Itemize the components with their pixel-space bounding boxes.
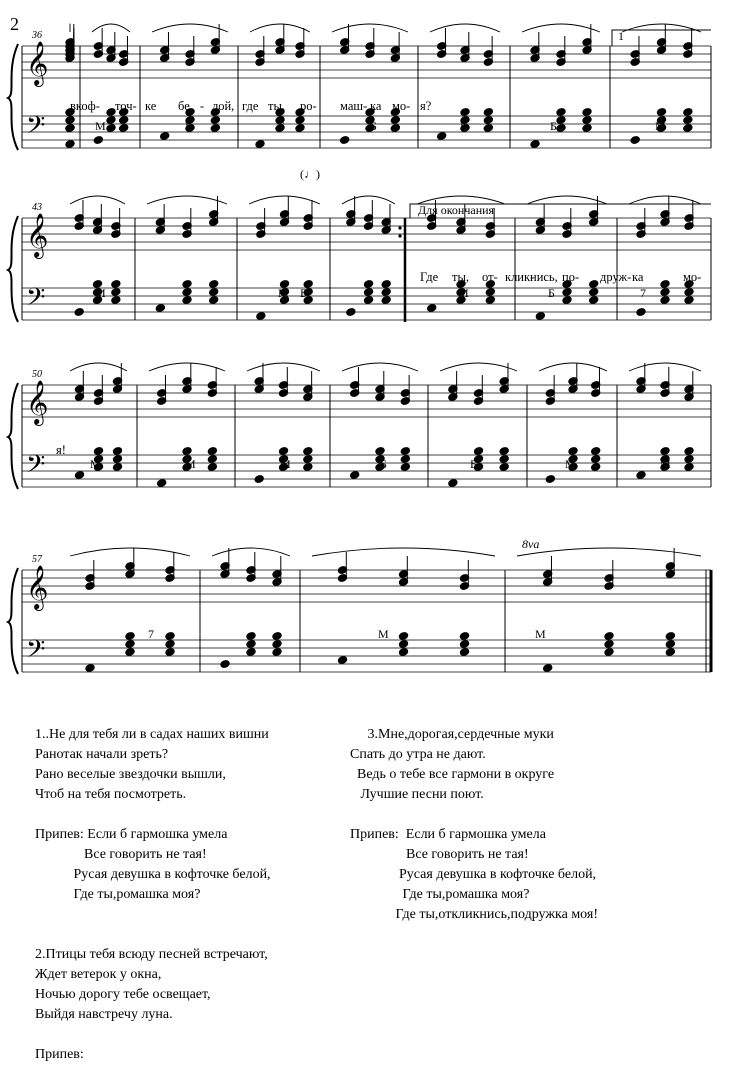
note-head [207,447,217,456]
slur [332,24,408,32]
note-head [350,471,360,480]
chord-symbol: 7 [640,286,646,300]
chord-symbol: М [280,457,291,471]
note-head [303,447,313,456]
note-head [485,296,495,305]
verse-line: 2.Птицы тебя всюду песней встречают, [35,947,268,962]
verse-line: Лучшие песни поют. [350,787,484,802]
note-head [485,288,495,297]
lyric-syllable: я! [56,443,66,457]
note-head [473,447,483,456]
verse-line: 3.Мне,дорогая,сердечные муки [350,727,554,742]
note-head [400,455,410,464]
note-head [272,632,282,641]
lyric-syllable: лой, [212,99,235,113]
note-head [556,108,566,117]
lyric-syllable: ка [370,99,382,113]
slur [70,196,125,204]
treble-clef: 𝄞 [26,565,49,609]
verse-line: Русая девушка в кофточке белой, [350,867,597,882]
chord-symbol: Б [548,286,555,300]
note-head [604,648,614,657]
chord-symbol: М [278,286,289,300]
note-head [582,108,592,117]
note-head [209,288,219,297]
note-head [562,288,572,297]
note-head [684,455,694,464]
music-system [8,24,711,181]
chord-symbol: М [95,119,106,133]
note-head [684,447,694,456]
treble-clef: 𝄞 [26,213,49,257]
note-head [210,116,220,125]
annotation: (♩) [300,167,320,181]
lyric-syllable: я? [420,99,432,113]
verse-line [35,925,271,945]
note-head [437,132,447,141]
note-head [295,116,305,125]
note-head [246,632,256,641]
note-head [74,308,84,317]
slur [92,24,130,32]
note-head [256,312,266,321]
note-head [254,475,264,484]
note-head [85,664,95,673]
note-head [209,296,219,305]
note-head [684,288,694,297]
measure-number: 43 [32,202,42,213]
lyric-syllable: ты, [268,99,285,113]
chord-symbol: Б [550,119,557,133]
verse-line: Где ты,ромашка моя? [35,887,201,902]
verse-line: Припев: Если б гармошка умела [350,827,546,842]
note-head [660,288,670,297]
note-head [112,447,122,456]
verse-line: Русая девушка в кофточке белой, [35,867,271,882]
verse-line: Ждет ветерок у окна, [35,967,162,982]
octave-mark: 8va [522,537,540,551]
note-head [604,640,614,649]
lyric-syllable: ты, [452,270,469,284]
slur [527,196,607,204]
note-head [568,447,578,456]
note-head [499,463,509,472]
note-head [125,648,135,657]
verse-line: Выйдя навстречу луна. [35,1007,173,1022]
note-head [363,296,373,305]
note-head [65,116,75,125]
lyric-syllable: от- [482,270,498,284]
chord-symbol: М [660,457,671,471]
note-head [346,308,356,317]
verse-line: Ночью дорогу тебе освещает, [35,987,211,1002]
note-head [112,455,122,464]
verse-line: Все говорить не тая! [350,847,529,862]
note-head [683,108,693,117]
note-head [93,447,103,456]
note-head [499,447,509,456]
lyric-syllable: - [200,99,205,113]
verse-line: 1..Не для тебя ли в садах наших вишни [35,727,269,742]
note-head [65,124,75,133]
bass-clef: 𝄢 [26,283,46,318]
verse-line: Ведь о тебе все гармони в округе [350,767,555,782]
note-head [530,140,540,149]
slur [629,196,701,204]
music-system [8,363,711,489]
lyric-syllable: клик- [505,270,535,284]
bass-clef: 𝄢 [26,111,46,146]
note-head [303,463,313,472]
note-head [93,136,103,145]
slur [629,363,701,371]
note-head [390,116,400,125]
note-head [209,280,219,289]
note-head [398,640,408,649]
note-head [255,140,265,149]
slur [517,548,701,556]
note-head [582,124,592,133]
verse-line [35,1025,271,1045]
brace [8,568,18,674]
note-head [119,124,129,133]
note-head [157,479,167,488]
note-head [111,296,121,305]
slur [440,363,517,371]
note-head [390,124,400,133]
note-head [562,296,572,305]
note-head [337,656,347,665]
verse-line [35,905,271,925]
lyric-syllable: Где [420,270,439,284]
verse-line: Припев: Если б гармошка умела [35,827,228,842]
chord-symbol: Б [470,457,477,471]
note-head [684,296,694,305]
note-head [119,116,129,125]
chord-symbol: Б [185,119,192,133]
note-head [106,124,116,133]
note-head [246,648,256,657]
lyric-syllable: по- [562,270,580,284]
note-head [74,471,84,480]
verses-left-column [35,725,271,1065]
note-head [363,280,373,289]
slur [342,196,395,204]
verse-line: Ранотак начали зреть? [35,747,169,762]
lyric-syllable: вкоф- [70,99,100,113]
repeat-dot [398,226,401,229]
lyric-syllable: маш- [340,99,368,113]
note-head [604,632,614,641]
ending-label: Для окончания [418,203,495,217]
note-head [112,463,122,472]
slur [250,24,310,32]
note-head [499,455,509,464]
note-head [246,640,256,649]
note-head [165,640,175,649]
note-head [636,471,646,480]
note-head [660,280,670,289]
note-head [459,632,469,641]
note-head [210,124,220,133]
treble-clef: 𝄞 [26,380,49,424]
slur [622,24,701,32]
note-head [398,632,408,641]
note-head [591,463,601,472]
note-head [111,280,121,289]
note-head [684,463,694,472]
verse-line [35,805,271,825]
note-head [165,632,175,641]
note-head [400,463,410,472]
repeat-dot [398,234,401,237]
verse-line: Рано веселые звездочки вышли, [35,767,226,782]
lyric-syllable: бе [178,99,190,113]
note-head [363,288,373,297]
note-head [545,475,555,484]
note-head [182,447,192,456]
note-head [660,296,670,305]
chord-symbol: М [90,457,101,471]
verse-line: Чтоб на тебя посмотреть. [35,787,187,802]
lyric-syllable: точ- [115,99,137,113]
note-head [660,447,670,456]
note-head [65,140,75,149]
note-head [591,447,601,456]
lyric-syllable: нись, [530,270,558,284]
note-head [381,280,391,289]
note-head [106,116,116,125]
note-head [278,447,288,456]
note-head [459,648,469,657]
verse-line: Где ты,ромашка моя? [350,887,530,902]
note-head [381,296,391,305]
chord-symbol: М [535,627,546,641]
chord-symbol: Б [278,119,285,133]
chord-symbol: 7 [148,627,154,641]
volta-number: 1 [618,29,624,43]
note-head [207,455,217,464]
note-head [665,632,675,641]
chord-symbol: 7 [185,286,191,300]
chord-symbol: Б [460,119,467,133]
verses-right-column [350,725,598,925]
note-head [340,136,350,145]
note-head [125,640,135,649]
note-head [556,116,566,125]
note-head [483,108,493,117]
chord-symbol: Б [300,286,307,300]
slur [152,24,228,32]
slur [247,363,320,371]
lyric-syllable: ка [632,270,644,284]
note-head [160,132,170,141]
chord-symbol: М [185,457,196,471]
slur [342,363,418,371]
chord-symbol: М [458,286,469,300]
note-head [303,455,313,464]
slur [212,548,290,556]
note-head [272,640,282,649]
lyric-syllable: ке [145,99,157,113]
note-head [111,288,121,297]
lyric-syllable: ро- [300,99,317,113]
note-head [589,288,599,297]
note-head [591,455,601,464]
note-head [535,312,545,321]
measure-number: 57 [32,554,42,565]
verse-line: Где ты,откликнись,подружка моя! [350,907,599,922]
note-head [427,304,437,313]
chord-symbol: М [655,119,666,133]
chord-symbol: М [565,457,576,471]
note-head [381,288,391,297]
note-head [375,447,385,456]
verse-line: Все говорить не тая! [35,847,207,862]
note-head [582,116,592,125]
note-head [556,124,566,133]
lyric-syllable: где [242,99,259,113]
note-head [636,308,646,317]
slur [147,196,227,204]
slur [539,363,607,371]
note-head [125,632,135,641]
note-head [448,479,458,488]
bass-clef: 𝄢 [26,635,46,670]
verse-line: Спать до утра не дают. [350,747,486,762]
verse-line [350,805,598,825]
note-head [165,648,175,657]
note-head [630,136,640,145]
chord-symbol: Б [370,119,377,133]
slur [149,363,225,371]
treble-clef: 𝄞 [26,41,49,85]
note-head [483,124,493,133]
chord-symbol: Б [380,457,387,471]
slur [70,548,190,556]
brace [8,383,18,489]
note-head [400,447,410,456]
lyric-syllable: мо- [683,270,702,284]
measure-number: 50 [32,369,42,380]
note-head [483,116,493,125]
brace [8,216,18,322]
note-head [295,124,305,133]
chord-symbol: М [95,286,106,300]
note-head [459,640,469,649]
slur [522,24,600,32]
note-head [207,463,217,472]
slur [312,548,495,556]
slur [430,24,500,32]
lyric-syllable: друж- [600,270,632,284]
note-head [589,280,599,289]
note-head [155,304,165,313]
note-head [220,660,230,669]
music-system [8,196,711,322]
note-head [272,648,282,657]
brace [8,44,18,150]
bass-clef: 𝄢 [26,450,46,485]
lyric-syllable: мо- [392,99,411,113]
note-head [683,116,693,125]
note-head [665,640,675,649]
page-number: 2 [10,14,19,34]
note-head [460,108,470,117]
note-head [665,648,675,657]
music-system [8,537,711,674]
measure-number: 36 [32,30,42,41]
slur [249,196,320,204]
note-head [398,648,408,657]
note-head [589,296,599,305]
note-head [543,664,553,673]
chord-symbol: М [378,627,389,641]
note-head [683,124,693,133]
verse-line: Припев: [35,1047,84,1062]
note-head [656,108,666,117]
slur [70,363,127,371]
